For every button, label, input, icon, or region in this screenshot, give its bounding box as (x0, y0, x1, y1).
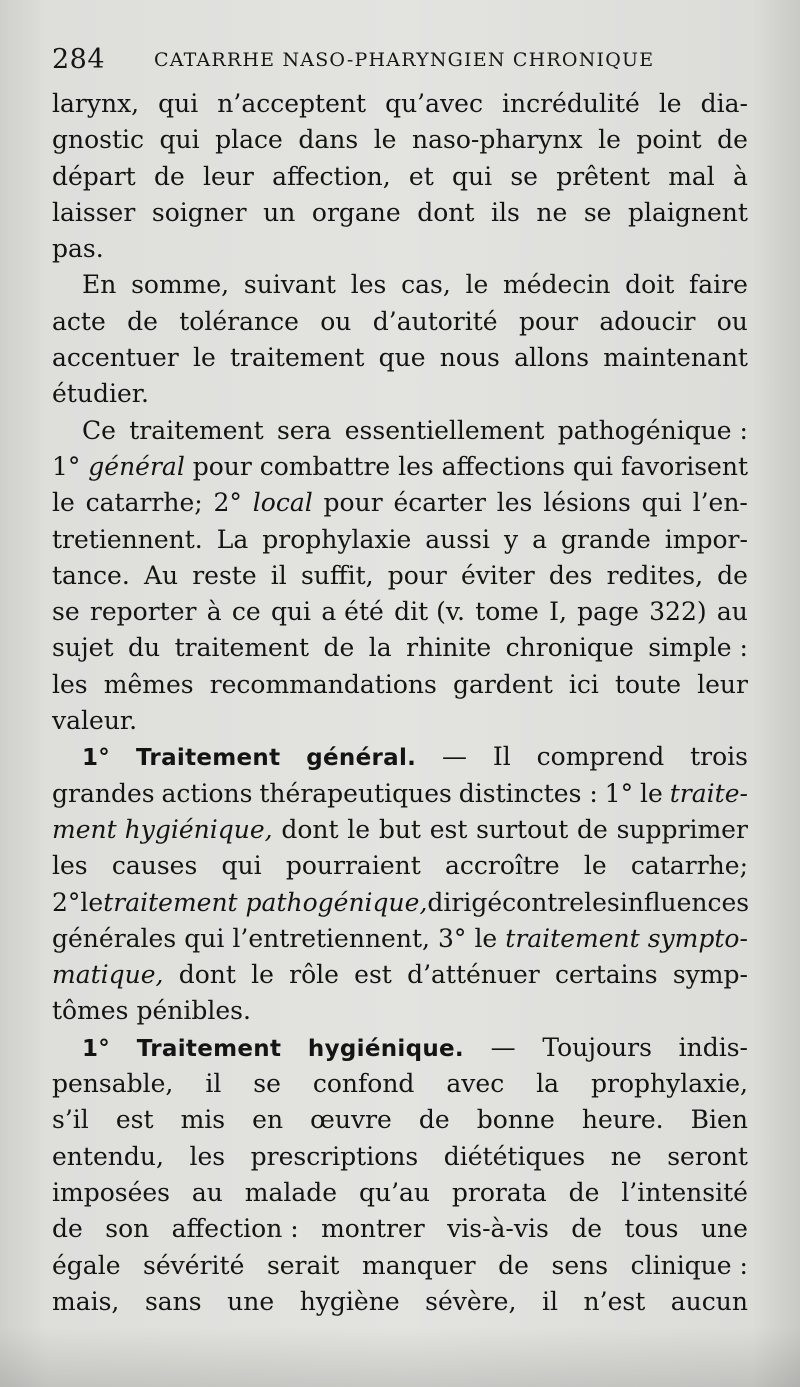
word: 1° (52, 451, 81, 481)
text-line (52, 449, 748, 485)
word: malade (244, 1177, 338, 1207)
word: local (252, 488, 313, 518)
word: Bien (690, 1105, 748, 1135)
word: qui (221, 851, 262, 881)
word: actions (161, 778, 253, 808)
word: influences (619, 887, 750, 917)
word: I, (549, 597, 567, 627)
text-line (52, 340, 748, 376)
word: le (347, 814, 371, 844)
word: incrédulité (502, 89, 640, 118)
word: les (52, 669, 88, 699)
word: éviter (461, 560, 535, 590)
text-line (52, 86, 748, 122)
text-line (52, 304, 748, 340)
word: catarrhe; (630, 851, 748, 881)
word: dont (281, 814, 339, 844)
word: traite- (669, 778, 748, 808)
word: en (252, 1105, 284, 1135)
word: est (115, 1105, 154, 1135)
word: adoucir (599, 306, 696, 336)
word: une (227, 1286, 275, 1316)
word: se (583, 197, 612, 227)
word: le (598, 125, 621, 155)
text-line (52, 594, 748, 630)
word: gnostic (52, 125, 145, 155)
text-line (52, 558, 748, 594)
word: mais, (52, 1286, 120, 1316)
word: combattre (259, 451, 391, 481)
word: pour (192, 451, 252, 481)
word: affections (441, 451, 566, 481)
word: impor- (664, 524, 748, 554)
word: comprend (536, 742, 665, 772)
word: mis (180, 1105, 226, 1135)
page-number: 284 (52, 44, 106, 75)
word: pas. (52, 234, 104, 264)
word: ce (231, 597, 261, 627)
word: d’autorité (372, 306, 498, 336)
word: dirigé (427, 887, 503, 917)
word: sévérité (143, 1250, 245, 1280)
word: le (465, 270, 489, 300)
word: chronique (505, 633, 634, 663)
word: symp- (672, 960, 748, 990)
text-line (52, 885, 748, 921)
word: de (418, 1105, 450, 1135)
text-line (52, 1139, 748, 1175)
word: simple : (648, 633, 748, 663)
word: page (577, 597, 639, 627)
word: pourraient (285, 851, 421, 881)
word: distinctes : (458, 778, 598, 808)
word: des (548, 560, 593, 590)
word: toute (614, 669, 682, 699)
text-line (52, 267, 748, 303)
word: maintenant (603, 343, 748, 373)
word: affection : (171, 1214, 299, 1244)
word: au (191, 1177, 223, 1207)
word: sens (551, 1250, 609, 1280)
word: dit (v. (394, 597, 465, 627)
word: le (373, 125, 397, 155)
word: suffit, (300, 560, 374, 590)
word: le (583, 851, 607, 881)
word: acte (52, 306, 106, 336)
word: ment hygiénique, (52, 814, 273, 844)
word: l’intensité (621, 1177, 748, 1207)
word: redites, (606, 560, 704, 590)
word: ou (320, 306, 352, 336)
text-line (52, 376, 748, 412)
word: à (206, 597, 222, 627)
word: le (80, 887, 104, 917)
word: lésions (543, 488, 631, 518)
word: de (127, 306, 158, 336)
word: vis-à-vis (447, 1214, 549, 1244)
word: trois (690, 742, 748, 772)
word: sévère, (425, 1286, 517, 1316)
word: général. (306, 745, 417, 772)
text-line (52, 1102, 748, 1138)
word: ici (568, 669, 599, 699)
word: il (270, 560, 287, 590)
page-header (52, 44, 752, 78)
word: essentiellement (344, 415, 545, 445)
word: avec (446, 1069, 505, 1099)
body-text (52, 86, 748, 1320)
word: ne (610, 1141, 642, 1171)
word: départ (52, 161, 136, 191)
text-line (52, 413, 748, 449)
word: s’il (52, 1105, 89, 1135)
word: ne (536, 197, 568, 227)
word: affection, (272, 161, 391, 191)
word: est (429, 814, 468, 844)
word: larynx, (52, 89, 140, 118)
text-line (52, 122, 748, 158)
word: La (216, 524, 249, 554)
word: 1° (82, 1035, 111, 1062)
word: diététiques (443, 1141, 586, 1171)
word: hygiénique. (307, 1035, 464, 1062)
text-line (52, 522, 748, 558)
word: pathogénique : (557, 415, 748, 445)
word: ou (716, 306, 748, 336)
word: un (263, 197, 296, 227)
word: sera (276, 415, 332, 445)
word: aussi (425, 524, 490, 554)
word: les (350, 270, 387, 300)
word: tome (475, 597, 539, 627)
word: allons (514, 343, 590, 373)
word: grande (560, 524, 651, 554)
word: Traitement (135, 745, 281, 772)
text-line (52, 848, 748, 884)
word: qu’au (358, 1177, 431, 1207)
word: causes (111, 851, 198, 881)
word: de (153, 161, 185, 191)
word: hygiène (299, 1286, 400, 1316)
word: tômes (52, 996, 129, 1026)
word: pour (518, 306, 579, 336)
word: confond (312, 1069, 415, 1099)
word: de (498, 1250, 529, 1280)
word: qui (641, 488, 682, 518)
text-line (52, 231, 748, 267)
word: prorata (451, 1177, 547, 1207)
text-line (52, 630, 748, 666)
word: y (503, 524, 519, 554)
word: reste (192, 560, 257, 590)
word: Traitement (136, 1035, 282, 1062)
word: prophylaxie, (591, 1069, 748, 1099)
word: n’acceptent (217, 89, 367, 118)
word: aucun (670, 1286, 748, 1316)
word: supprimer (616, 814, 748, 844)
word: son (105, 1214, 150, 1244)
word: le (640, 778, 663, 808)
word: faire (689, 270, 748, 300)
word: se (253, 1069, 281, 1099)
word: sujet (52, 633, 114, 663)
word: du (128, 633, 161, 663)
word: gardent (452, 669, 553, 699)
word: thérapeutiques (259, 778, 452, 808)
word: la (536, 1069, 560, 1099)
word: mal (668, 161, 715, 191)
word: montrer (321, 1214, 425, 1244)
word: surtout (476, 814, 569, 844)
word: qui (159, 125, 200, 155)
word: prescriptions (250, 1141, 419, 1171)
word: le (192, 343, 216, 373)
word: soigner (151, 197, 247, 227)
word: clinique : (630, 1250, 748, 1280)
word: tretiennent. (52, 524, 203, 554)
word: rhinite (406, 633, 492, 663)
word: de (717, 125, 748, 155)
word: seront (667, 1141, 748, 1171)
text-line (52, 667, 748, 703)
word: accroître (444, 851, 560, 881)
word: leur (697, 669, 748, 699)
word: le (474, 923, 498, 953)
word: tolérance (179, 306, 299, 336)
word: 2° (52, 887, 81, 917)
word: pour (387, 560, 447, 590)
word: En (82, 270, 117, 300)
text-line (52, 1211, 748, 1247)
word: au (716, 597, 748, 627)
word: qui (452, 161, 493, 191)
word: se (52, 597, 80, 627)
word: que (378, 343, 426, 373)
word: qui (270, 597, 312, 627)
text-line (52, 957, 748, 993)
word: traitement (174, 633, 309, 663)
word: 3° (437, 923, 467, 953)
word: qu’avec (385, 89, 483, 118)
word: traitement (505, 923, 640, 953)
word: dont (178, 960, 236, 990)
word: traitement (230, 343, 365, 373)
word: de (568, 1177, 600, 1207)
word: grandes (52, 778, 155, 808)
word: le (251, 960, 274, 990)
word: recommandations (209, 669, 437, 699)
word: manquer (362, 1250, 476, 1280)
word: certains (554, 960, 658, 990)
text-line (52, 703, 748, 739)
word: indis- (678, 1032, 748, 1062)
word: entendu, (52, 1141, 164, 1171)
word: dans (298, 125, 359, 155)
text-line (52, 1175, 748, 1211)
text-line (52, 993, 748, 1029)
word: somme, (131, 270, 230, 300)
word: il (205, 1069, 222, 1099)
text-line (52, 812, 748, 848)
word: n’est (583, 1286, 646, 1316)
word: le (658, 89, 682, 118)
text-line (52, 1066, 748, 1102)
word: général (88, 451, 185, 481)
word: 1° (82, 745, 111, 772)
word: l’entretiennent, (232, 923, 430, 953)
word: doit (625, 270, 675, 300)
word: est (354, 960, 392, 990)
word: a été (321, 597, 384, 627)
word: suivant (243, 270, 336, 300)
text-line (52, 776, 748, 812)
word: leur (203, 161, 254, 191)
running-head: CATARRHE NASO-PHARYNGIEN CHRONIQUE (154, 49, 655, 71)
word: sans (144, 1286, 202, 1316)
word: 322) (649, 597, 707, 627)
word: de (52, 1214, 83, 1244)
word: tance. (52, 560, 130, 590)
word: qui (572, 451, 614, 481)
word: les (52, 851, 88, 881)
word: pensable, (52, 1069, 174, 1099)
word: prophylaxie (262, 524, 412, 554)
word: heure. (581, 1105, 664, 1135)
word: rôle (289, 960, 339, 990)
word: égale (52, 1250, 121, 1280)
word: a (532, 524, 547, 554)
text-line (52, 739, 748, 775)
word: laisser (52, 197, 136, 227)
word: il (541, 1286, 558, 1316)
word: l’en- (692, 488, 748, 518)
text-line (52, 195, 748, 231)
word: sympto- (647, 923, 748, 953)
word: écarter (393, 488, 486, 518)
word: les (398, 451, 434, 481)
word: Au (143, 560, 179, 590)
word: de (323, 633, 355, 663)
word: 1° (604, 778, 634, 808)
word: nous (439, 343, 500, 373)
word: accentuer (52, 343, 179, 373)
word: qui (184, 923, 225, 953)
word: Toujours (542, 1032, 652, 1062)
word: tous (624, 1214, 679, 1244)
word: de (571, 1214, 603, 1244)
word: favorisent (620, 451, 748, 481)
word: reporter (89, 597, 197, 627)
word: plaignent (628, 197, 748, 227)
text-line (52, 1284, 748, 1320)
word: traitement (129, 415, 264, 445)
word: œuvre (310, 1105, 392, 1135)
text-line (52, 921, 748, 957)
word: 2° (213, 488, 242, 518)
word: — (442, 742, 468, 772)
word: se (510, 161, 538, 191)
word: naso-pharynx (411, 125, 583, 155)
word: d’atténuer (407, 960, 540, 990)
word: pénibles. (136, 996, 251, 1026)
word: générales (52, 923, 177, 953)
word: la (368, 633, 392, 663)
word: traitement pathogénique, (103, 887, 428, 917)
word: une (700, 1214, 748, 1244)
word: point (636, 125, 702, 155)
word: but (378, 814, 421, 844)
word: pour (323, 488, 383, 518)
word: bonne (476, 1105, 555, 1135)
text-line (52, 1030, 748, 1066)
word: valeur. (52, 706, 138, 736)
word: de (717, 560, 748, 590)
word: et (408, 161, 434, 191)
word: — (490, 1032, 516, 1062)
word: médecin (503, 270, 611, 300)
word: qui (158, 89, 199, 118)
word: les (189, 1141, 226, 1171)
text-line (52, 1248, 748, 1284)
word: contre (502, 887, 585, 917)
word: à (733, 161, 748, 191)
text-line (52, 485, 748, 521)
word: mêmes (103, 669, 194, 699)
word: serait (266, 1250, 340, 1280)
word: imposées (52, 1177, 171, 1207)
word: dia- (700, 89, 748, 118)
word: ils (491, 197, 520, 227)
word: Il (492, 742, 511, 772)
word: place (215, 125, 283, 155)
word: catarrhe; (85, 488, 203, 518)
word: le (52, 488, 75, 518)
word: matique, (52, 960, 164, 990)
word: cas, (401, 270, 451, 300)
word: prêtent (556, 161, 650, 191)
word: Ce (82, 415, 116, 445)
word: les (496, 488, 533, 518)
word: de (577, 814, 608, 844)
word: dont (417, 197, 475, 227)
word: organe (311, 197, 401, 227)
word: les (584, 887, 620, 917)
text-line (52, 159, 748, 195)
word: étudier. (52, 379, 149, 409)
